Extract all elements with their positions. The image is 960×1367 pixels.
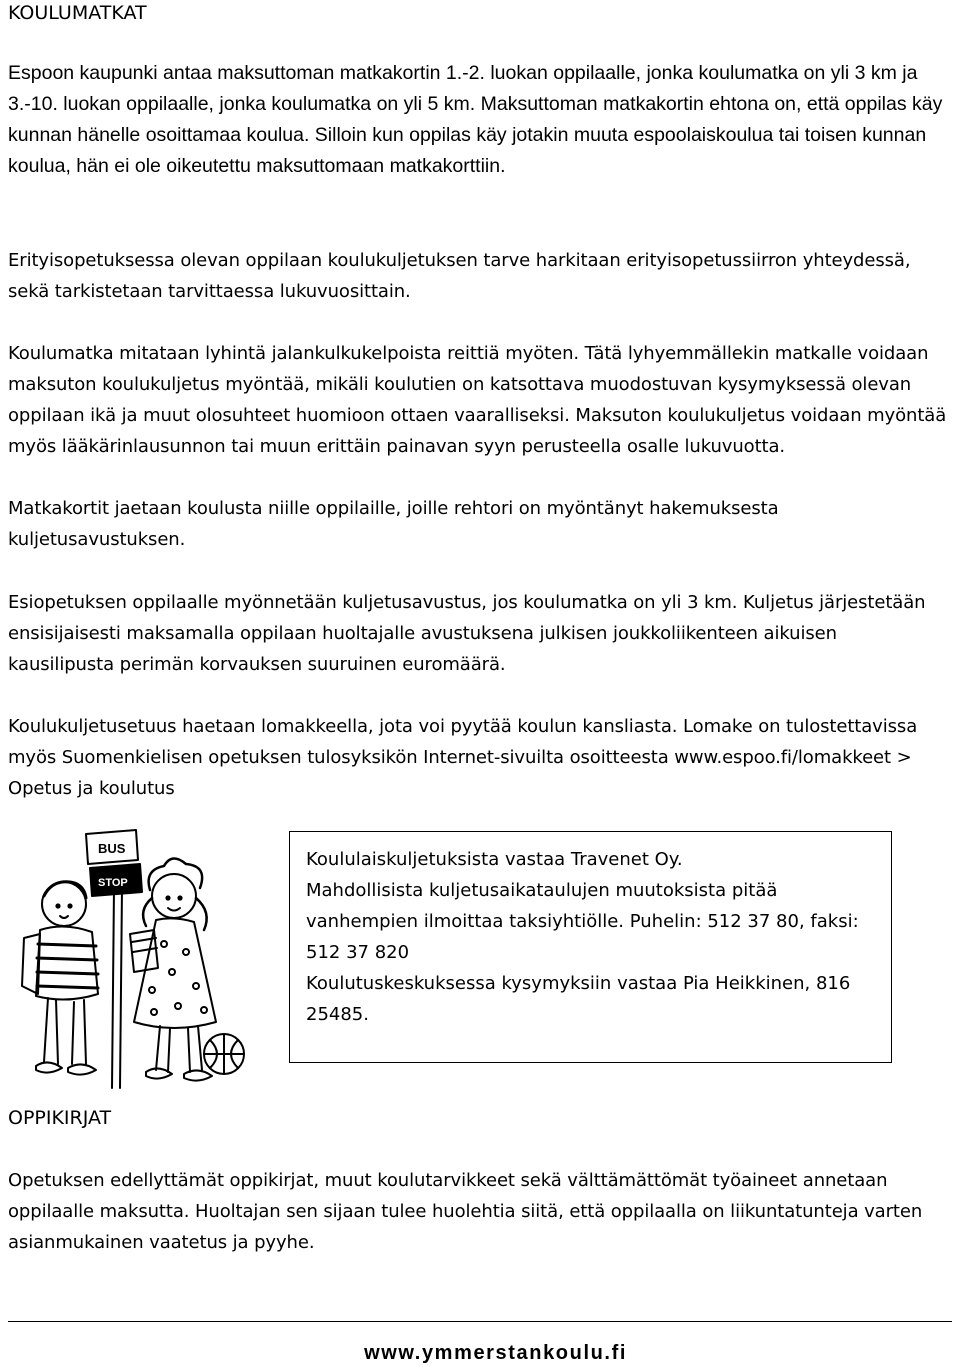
paragraph-application-form: Koulukuljetusetuus haetaan lomakkeella, jota voi pyytää koulun kansliasta. Lomake on tulostettavissa myös Suomenkielisen opetuksen tulosyksikön Internet-sivuilta osoitteesta www.espoo.fi/lomakkeet > Opetus ja koulutus [8,716,918,799]
footer-website-url: www.ymmerstankoulu.fi [364,1342,627,1364]
paragraph-travel-card-distribution: Matkakortit jaetaan koulusta niille oppilaille, joille rehtori on myöntänyt hakemuksesta kuljetusavustuksen. [8,498,779,550]
info-box-operator: Koululaiskuljetuksista vastaa Travenet Oy. [306,849,683,870]
transport-contact-box [289,831,892,1063]
paragraph-route-measurement: Koulumatka mitataan lyhintä jalankulkukelpoista reittiä myöten. Tätä lyhyemmällekin matkalle voidaan maksuton koulukuljetus myöntää, mikäli koulutien on katsottava muodostuvan kysymyksessä olevan oppilaan ikä ja muut olosuhteet huomioon ottaen vaaralliseksi. Maksuton koulukuljetus voidaan myöntää myös lääkärinlausunnon tai muun erittäin painavan syyn perusteella osalle lukuvuotta. [8,343,947,457]
section-heading-koulumatkat: KOULUMATKAT [8,2,147,24]
info-box-contact-person: Koulutuskeskuksessa kysymyksiin vastaa Pia Heikkinen, 816 25485. [306,973,851,1025]
paragraph-preschool-transport: Esiopetuksen oppilaalle myönnetään kuljetusavustus, jos koulumatka on yli 3 km. Kuljetus järjestetään ensisijaisesti maksamalla oppilaan huoltajalle avustuksena julkisen joukkoliikenteen aikuisen kausilipusta perimän korvauksen suuruinen euromäärä. [8,592,926,675]
paragraph-textbooks: Opetuksen edellyttämät oppikirjat, muut koulutarvikkeet sekä välttämättömät työaineet annetaan oppilaalle maksutta. Huoltajan sen sijaan tulee huolehtia siitä, että oppilaalla on liikuntatunteja varten asianmukainen vaatetus ja pyyhe. [8,1170,923,1253]
stop-sign-text: STOP [98,877,128,889]
footer-divider [8,1321,952,1322]
info-box-schedule-changes: Mahdollisista kuljetusaikataulujen muutoksista pitää vanhempien ilmoittaa taksiyhtiölle. Puhelin: 512 37 80, faksi: 512 37 820 [306,880,859,963]
paragraph-special-education-transport: Erityisopetuksessa olevan oppilaan koulukuljetuksen tarve harkitaan erityisopetussiirron yhteydessä, sekä tarkistetaan tarvittaessa lukuvuosittain. [8,250,911,302]
paragraph-free-travel-card: Espoon kaupunki antaa maksuttoman matkakortin 1.-2. luokan oppilaalle, jonka koulumatka on yli 3 km ja 3.-10. luokan oppilaalle, jonka koulumatka on yli 5 km. Maksuttoman matkakortin ehtona on, että oppilas käy kunnan hänelle osoittamaa koulua. Silloin kun oppilas käy jotakin muuta espoolaiskoulua tai toisen kunnan koulua, hän ei ole oikeutettu maksuttomaan matkakorttiin. [8,62,943,177]
children-bus-stop-illustration [18,826,248,1090]
bus-sign-text: BUS [98,841,126,856]
section-heading-oppikirjat: OPPIKIRJAT [8,1107,112,1129]
